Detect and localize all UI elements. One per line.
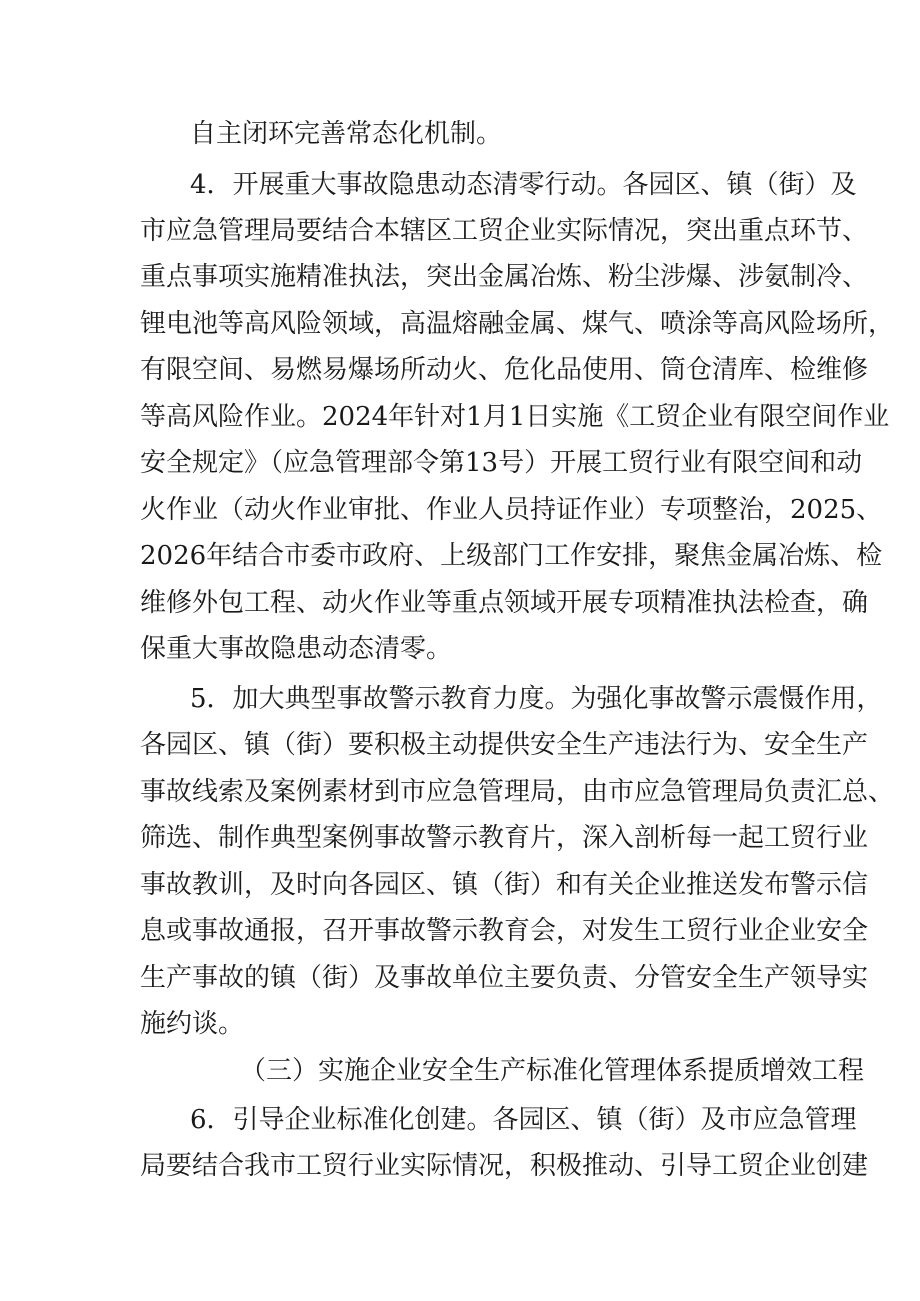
paragraph-4-line: 重点事项实施精准执法，突出金属冶炼、粉尘涉爆、涉氨制冷、 [140, 262, 869, 292]
paragraph-5-line: 各园区、镇（街）要积极主动提供安全生产违法行为、安全生产 [140, 730, 869, 760]
paragraph-4-line: 安全规定》（应急管理部令第13号）开展工贸行业有限空间和动 [140, 448, 863, 478]
paragraph-4-line: 2026年结合市委市政府、上级部门工作安排，聚焦金属冶炼、检 [140, 541, 883, 571]
paragraph-5-last-line: 施约谈。 [140, 1009, 245, 1039]
paragraph-5-line: 事故线索及案例素材到市应急管理局，由市应急管理局负责汇总、 [140, 777, 895, 807]
paragraph-5-line: 筛选、制作典型案例事故警示教育片，深入剖析每一起工贸行业 [140, 823, 869, 853]
paragraph-4-line: 市应急管理局要结合本辖区工贸企业实际情况，突出重点环节、 [140, 216, 869, 246]
paragraph-5-line: 生产事故的镇（街）及事故单位主要负责、分管安全生产领导实 [140, 963, 869, 993]
paragraph-line-continuation: 自主闭环完善常态化机制。 [190, 119, 503, 149]
paragraph-4-line: 维修外包工程、动火作业等重点领域开展专项精准执法检查，确 [140, 588, 869, 618]
paragraph-6-first-line: 6．引导企业标准化创建。各园区、镇（街）及市应急管理 [190, 1105, 857, 1135]
paragraph-4-first-line: 4．开展重大事故隐患动态清零行动。各园区、镇（街）及 [190, 170, 857, 200]
paragraph-4-line: 锂电池等高风险领域，高温熔融金属、煤气、喷涂等高风险场所， [140, 309, 895, 339]
paragraph-5-line: 息或事故通报，召开事故警示教育会，对发生工贸行业企业安全 [140, 916, 869, 946]
paragraph-4-last-line: 保重大事故隐患动态清零。 [140, 634, 453, 664]
paragraph-4-line: 等高风险作业。2024年针对1月1日实施《工贸企业有限空间作业 [140, 402, 890, 432]
paragraph-4-line: 有限空间、易燃易爆场所动火、危化品使用、筒仓清库、检维修 [140, 355, 869, 385]
section-heading: （三）实施企业安全生产标准化管理体系提质增效工程 [240, 1056, 865, 1086]
paragraph-4-line: 火作业（动火作业审批、作业人员持证作业）专项整治，2025、 [140, 495, 883, 525]
paragraph-5-line: 事故教训，及时向各园区、镇（街）和有关企业推送发布警示信 [140, 870, 869, 900]
paragraph-5-first-line: 5．加大典型事故警示教育力度。为强化事故警示震慑作用， [190, 684, 883, 714]
paragraph-6-line: 局要结合我市工贸行业实际情况，积极推动、引导工贸企业创建 [140, 1151, 869, 1181]
